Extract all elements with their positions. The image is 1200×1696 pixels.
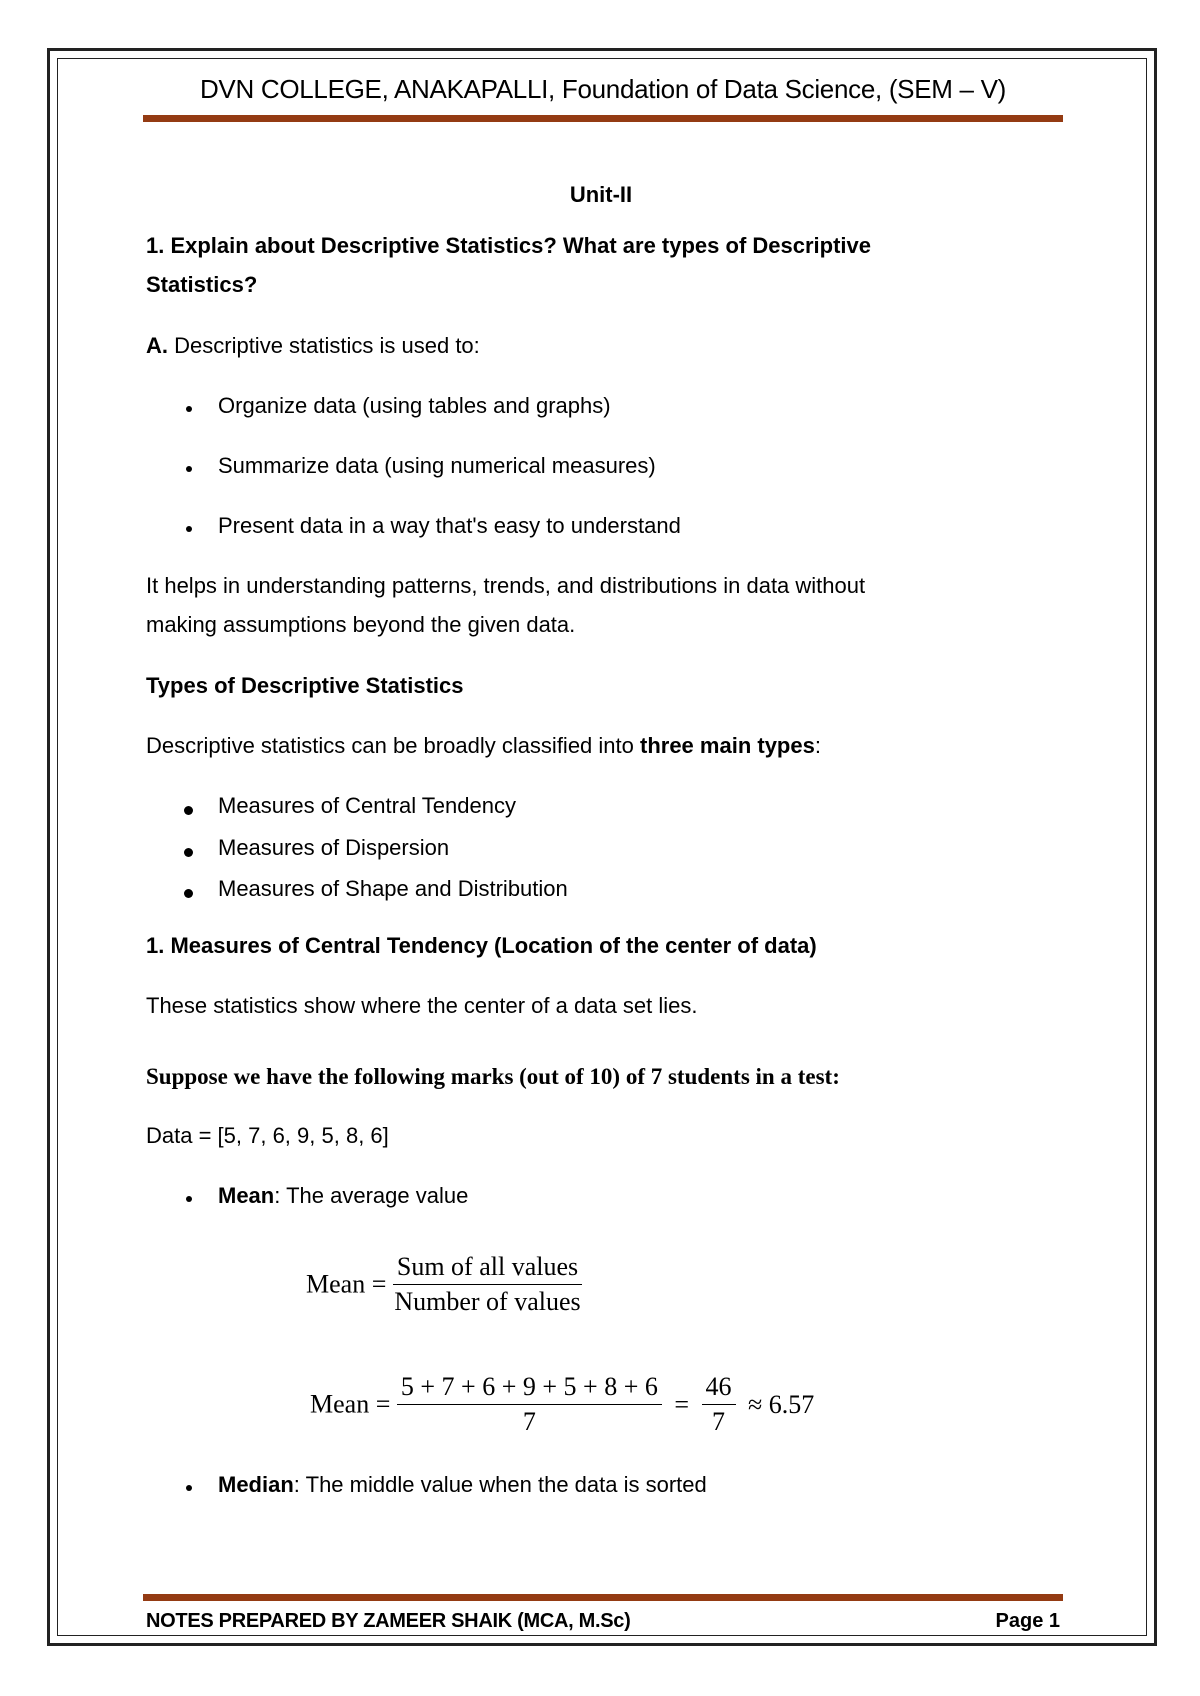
fraction-numerator: 46 bbox=[702, 1372, 736, 1405]
section1-heading: 1. Measures of Central Tendency (Location of the center of data) bbox=[146, 933, 817, 958]
mean-item bbox=[218, 1183, 468, 1209]
answer-label: A. bbox=[146, 333, 168, 358]
bullet-dot bbox=[184, 848, 193, 857]
list-item: Measures of Dispersion bbox=[218, 835, 450, 860]
data-line: Data = [5, 7, 6, 9, 5, 8, 6] bbox=[146, 1123, 389, 1148]
bullet-dot bbox=[186, 526, 192, 532]
median-desc: : The middle value when the data is sorted bbox=[293, 1472, 707, 1497]
list-item: Present data in a way that's easy to understand bbox=[218, 513, 681, 538]
footer-author: NOTES PREPARED BY ZAMEER SHAIK (MCA, M.Sc) bbox=[146, 1610, 631, 1632]
mean-formula bbox=[306, 1252, 582, 1317]
list-item: Measures of Shape and Distribution bbox=[218, 876, 568, 901]
fraction-numerator: Sum of all values bbox=[393, 1252, 582, 1285]
bullet-dot bbox=[186, 466, 192, 472]
types-intro-before: Descriptive statistics can be broadly classified into bbox=[146, 733, 640, 758]
helps-line-2: making assumptions beyond the given data. bbox=[146, 612, 576, 637]
median-item bbox=[218, 1472, 707, 1498]
fraction bbox=[393, 1252, 582, 1317]
list-item: Measures of Central Tendency bbox=[218, 793, 516, 818]
formula-lhs: Mean = bbox=[310, 1389, 391, 1419]
header-title: DVN COLLEGE, ANAKAPALLI, Foundation of Data Science, (SEM – V) bbox=[199, 74, 1007, 104]
example-intro: Suppose we have the following marks (out of 10) of 7 students in a test: bbox=[146, 1064, 840, 1089]
unit-title: Unit-II bbox=[569, 182, 633, 207]
mean-calculation bbox=[310, 1372, 814, 1437]
equals-sign: = bbox=[674, 1389, 690, 1419]
fraction-numerator: 5 + 7 + 6 + 9 + 5 + 8 + 6 bbox=[397, 1372, 662, 1405]
mean-label: Mean bbox=[218, 1183, 275, 1208]
bullet-dot bbox=[184, 806, 193, 815]
fraction bbox=[702, 1372, 736, 1437]
types-intro bbox=[146, 733, 821, 759]
bullet-dot bbox=[186, 1196, 192, 1202]
helps-line-1: It helps in understanding patterns, trends, and distributions in data without bbox=[146, 573, 866, 598]
fraction-denominator: 7 bbox=[712, 1407, 726, 1436]
bullet-dot bbox=[186, 406, 192, 412]
types-intro-bold: three main types bbox=[640, 733, 815, 758]
list-item: Organize data (using tables and graphs) bbox=[218, 393, 611, 418]
footer-rule bbox=[143, 1594, 1063, 1601]
types-intro-after: : bbox=[814, 733, 821, 758]
answer-intro bbox=[146, 333, 480, 359]
answer-text: Descriptive statistics is used to: bbox=[174, 333, 480, 358]
approx-value: ≈ 6.57 bbox=[748, 1389, 815, 1419]
fraction bbox=[397, 1372, 662, 1437]
question-line-1: 1. Explain about Descriptive Statistics? What are types of Descriptive bbox=[146, 233, 872, 258]
list-item: Summarize data (using numerical measures) bbox=[218, 453, 656, 478]
mean-desc: : The average value bbox=[274, 1183, 469, 1208]
section1-text: These statistics show where the center of a data set lies. bbox=[146, 993, 698, 1018]
fraction-denominator: Number of values bbox=[394, 1287, 581, 1316]
page-number: Page 1 bbox=[995, 1610, 1060, 1632]
fraction-denominator: 7 bbox=[522, 1407, 536, 1436]
bullet-dot bbox=[186, 1485, 192, 1491]
median-label: Median bbox=[218, 1472, 294, 1497]
header-rule bbox=[143, 115, 1063, 122]
formula-lhs: Mean = bbox=[306, 1269, 387, 1299]
question-line-2: Statistics? bbox=[146, 272, 258, 297]
bullet-dot bbox=[184, 889, 193, 898]
types-heading: Types of Descriptive Statistics bbox=[146, 673, 464, 698]
